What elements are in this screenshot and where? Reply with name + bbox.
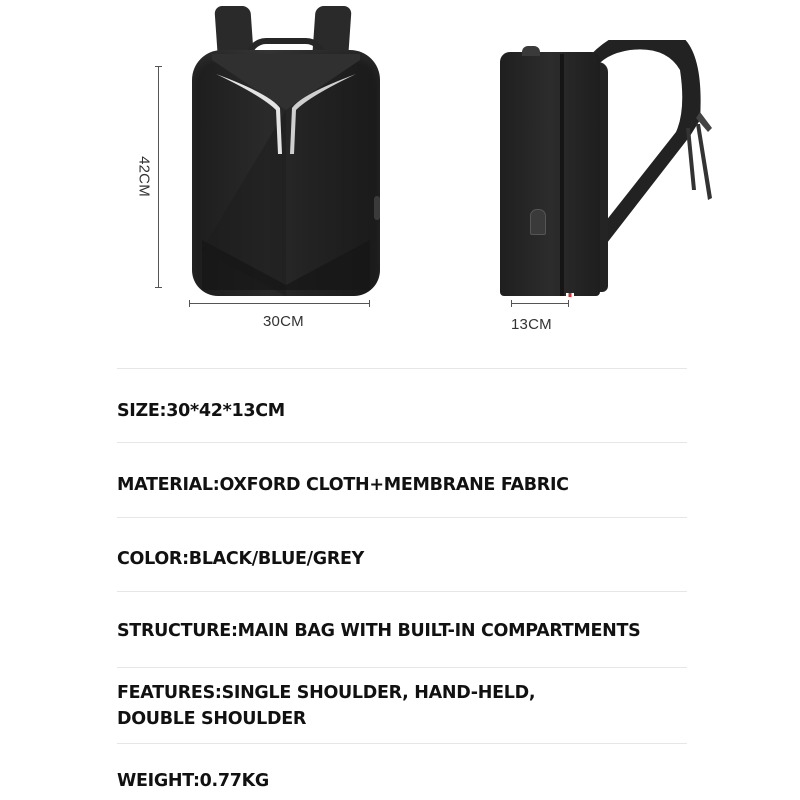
spec-material: MATERIAL:OXFORD CLOTH+MEMBRANE FABRIC [117,475,569,495]
height-dimension-line [158,66,159,288]
hard-shell-front [192,50,380,296]
backpack-front-image [186,0,386,300]
divider [117,517,687,518]
product-dimension-figure [0,0,800,360]
spec-features [117,680,535,732]
depth-dimension-line [511,303,569,304]
divider [117,591,687,592]
spec-features-line1: FEATURES:SINGLE SHOULDER, HAND-HELD, [117,683,536,703]
spec-structure: STRUCTURE:MAIN BAG WITH BUILT-IN COMPARTMENTS [117,621,641,641]
shell-facet-icon [192,50,380,296]
backpack-side-image [490,40,730,300]
depth-label: 13CM [511,316,552,333]
brand-tag [566,293,574,297]
divider [117,667,687,668]
usb-port-icon [374,196,380,220]
zipper-pull [522,46,540,56]
width-dimension-line [189,303,370,304]
spec-features-line2: DOUBLE SHOULDER [117,709,307,729]
spec-color: COLOR:BLACK/BLUE/GREY [117,549,365,569]
divider [117,368,687,369]
width-label: 30CM [263,313,304,330]
side-shell [500,52,600,296]
divider [117,442,687,443]
divider [117,743,687,744]
spec-size: SIZE:30*42*13CM [117,401,285,421]
spec-weight: WEIGHT:0.77KG [117,771,269,791]
usb-port-icon [530,209,546,235]
zipper-seam [560,54,564,296]
height-label: 42CM [135,156,153,197]
